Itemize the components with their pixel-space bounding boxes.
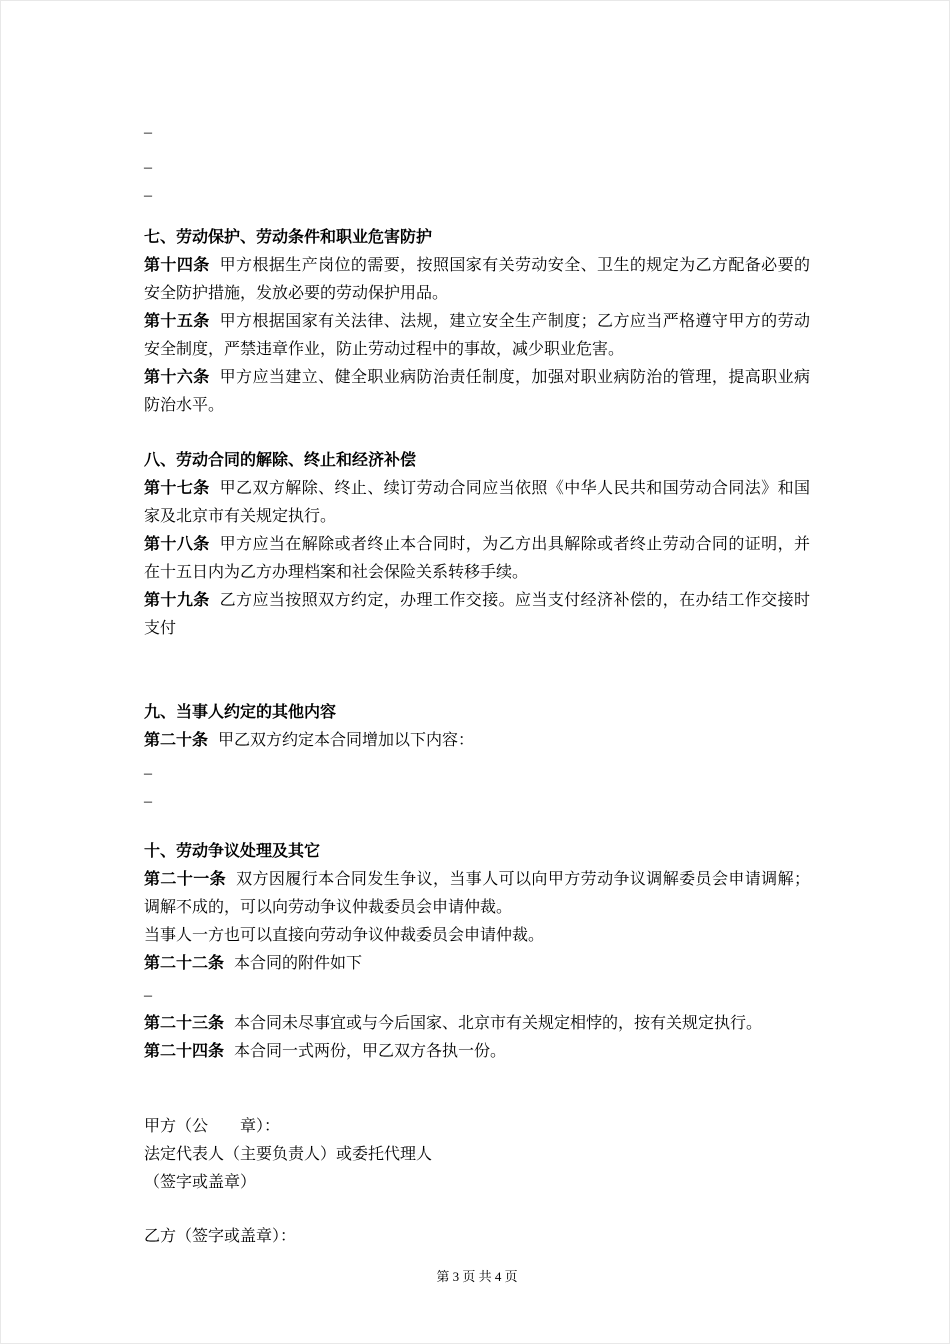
article-14-text: 甲方根据生产岗位的需要，按照国家有关劳动安全、卫生的规定为乙方配备必要的安全防护措施，发放必要的劳动保护用品。: [144, 257, 810, 302]
article-14: [144, 252, 810, 308]
article-15: [144, 308, 810, 364]
signature-party-a: 甲方（公 章）：: [144, 1118, 281, 1135]
article-19: [144, 587, 810, 643]
article-22-text: 本合同的附件如下: [234, 955, 363, 972]
article-16: [144, 364, 810, 420]
article-23-text: 本合同未尽事宜或与今后国家、北京市有关规定相悖的，按有关规定执行。: [234, 1015, 763, 1032]
blank-underscore: –: [144, 124, 152, 141]
article-19-label: 第十九条: [144, 592, 210, 609]
signature-party-b: 乙方（签字或盖章）：: [144, 1228, 297, 1245]
page-number: 第 3 页 共 4 页: [436, 1269, 518, 1284]
article-21: [144, 866, 810, 922]
article-14-label: 第十四条: [144, 257, 210, 274]
article-20-text: 甲乙双方约定本合同增加以下内容：: [218, 732, 475, 749]
blank-underscore: –: [144, 159, 152, 176]
article-21-continuation: [144, 922, 810, 950]
blank-underscore: –: [144, 765, 152, 782]
article-21-text: 双方因履行本合同发生争议，当事人可以向甲方劳动争议调解委员会申请调解；调解不成的，可以向劳动争议仲裁委员会申请仲裁。: [144, 871, 810, 916]
article-17-text: 甲乙双方解除、终止、续订劳动合同应当依照《中华人民共和国劳动合同法》和国家及北京市有关规定执行。: [144, 480, 810, 525]
article-24: [144, 1038, 810, 1066]
article-24-label: 第二十四条: [144, 1043, 225, 1060]
blank-underscore: –: [144, 187, 152, 204]
blank-underscore: –: [144, 793, 152, 810]
article-23-label: 第二十三条: [144, 1015, 225, 1032]
article-20: [144, 727, 810, 755]
article-18-label: 第十八条: [144, 536, 210, 553]
signature-sign-or-seal: （签字或盖章）: [144, 1174, 257, 1191]
blank-underscore: –: [144, 987, 152, 1004]
article-21-continuation-text: 当事人一方也可以直接向劳动争议仲裁委员会申请仲裁。: [144, 927, 545, 944]
article-15-text: 甲方根据国家有关法律、法规，建立安全生产制度；乙方应当严格遵守甲方的劳动安全制度，严禁违章作业，防止劳动过程中的事故，减少职业危害。: [144, 313, 810, 358]
article-18-text: 甲方应当在解除或者终止本合同时，为乙方出具解除或者终止劳动合同的证明，并在十五日内为乙方办理档案和社会保险关系转移手续。: [144, 536, 810, 581]
section-heading-other-agreed: 九、当事人约定的其他内容: [144, 704, 337, 721]
article-15-label: 第十五条: [144, 313, 210, 330]
article-22: [144, 950, 810, 978]
article-18: [144, 531, 810, 587]
article-22-label: 第二十二条: [144, 955, 225, 972]
signature-legal-representative: 法定代表人（主要负责人）或委托代理人: [144, 1146, 433, 1163]
article-20-label: 第二十条: [144, 732, 209, 749]
article-16-text: 甲方应当建立、健全职业病防治责任制度，加强对职业病防治的管理，提高职业病防治水平。: [144, 369, 810, 414]
article-19-text: 乙方应当按照双方约定，办理工作交接。应当支付经济补偿的，在办结工作交接时支付: [144, 592, 810, 637]
article-21-label: 第二十一条: [144, 871, 227, 888]
article-24-text: 本合同一式两份，甲乙双方各执一份。: [234, 1043, 507, 1060]
article-17: [144, 475, 810, 531]
section-heading-labor-protection: 七、劳动保护、劳动条件和职业危害防护: [144, 229, 433, 246]
article-17-label: 第十七条: [144, 480, 210, 497]
article-23: [144, 1010, 810, 1038]
article-16-label: 第十六条: [144, 369, 210, 386]
section-heading-disputes: 十、劳动争议处理及其它: [144, 843, 321, 860]
section-heading-termination: 八、劳动合同的解除、终止和经济补偿: [144, 452, 417, 469]
